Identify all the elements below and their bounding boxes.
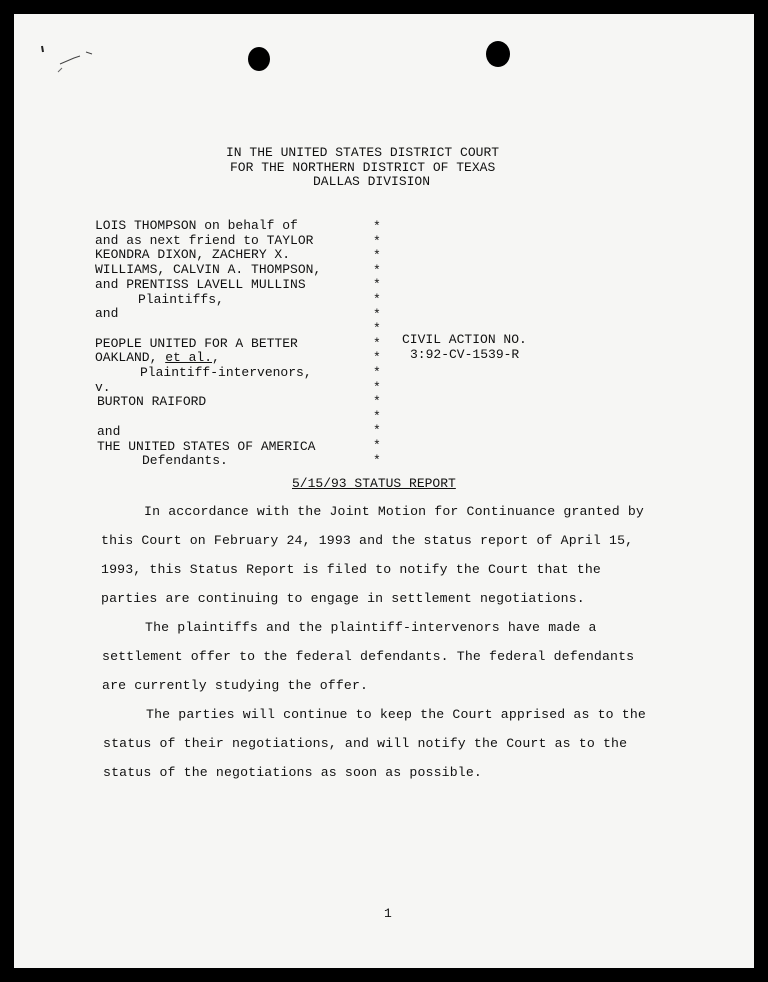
separator-star: * [373,233,381,249]
party-line-4: WILLIAMS, CALVIN A. THOMPSON, [95,262,322,278]
court-line-3: DALLAS DIVISION [313,174,431,189]
document-page [14,14,754,968]
report-title: 5/15/93 STATUS REPORT [292,476,456,491]
page-number: 1 [384,906,392,921]
party-line-3: KEONDRA DIXON, ZACHERY X. [95,247,291,263]
separator-star: * [373,437,381,453]
and-connector-2: and [97,423,121,439]
et-al: et al. [165,350,213,366]
separator-star: * [373,291,381,307]
paragraph-2-line-1: The plaintiffs and the plaintiff-intervenors have made a [145,620,597,635]
paragraph-3-line-3: status of the negotiations as soon as possible. [103,765,482,780]
defendants-label: Defendants. [142,453,228,469]
paragraph-2-line-3: are currently studying the offer. [102,678,369,693]
separator-star: * [373,335,381,351]
intervenor-line-2 [95,350,220,365]
defendant-line-2: THE UNITED STATES OF AMERICA [97,438,316,454]
intervenor-line-1: PEOPLE UNITED FOR A BETTER [95,335,298,351]
paragraph-1-line-2: this Court on February 24, 1993 and the status report of April 15, [101,533,634,548]
separator-star: * [373,423,381,439]
paragraph-1-line-4: parties are continuing to engage in settlement negotiations. [101,591,585,606]
punch-hole-right [486,41,510,67]
pen-mark-scribble [40,44,100,84]
versus: v. [95,379,111,395]
party-line-1: LOIS THOMPSON on behalf of [95,218,298,233]
party-line-2: and as next friend to TAYLOR [95,232,314,248]
separator-star: * [373,277,381,293]
separator-star: * [373,408,381,424]
civil-action [402,332,527,362]
separator-star: * [373,350,381,366]
caption-separator [373,220,381,468]
separator-star: * [373,306,381,322]
separator-star: * [373,379,381,395]
separator-star: * [373,219,381,234]
plaintiffs-label: Plaintiffs, [138,291,224,307]
and-connector-1: and [95,306,119,322]
separator-star: * [373,248,381,264]
court-line-2: FOR THE NORTHERN DISTRICT OF TEXAS [230,159,496,175]
defendant-line-1: BURTON RAIFORD [97,394,207,410]
punch-hole-left [248,47,270,71]
paragraph-2-line-2: settlement offer to the federal defendants. The federal defendants [102,649,635,664]
separator-star: * [373,364,381,380]
civil-action-number: 3:92-CV-1539-R [410,347,520,362]
civil-action-label: CIVIL ACTION NO. [402,332,527,347]
separator-star: * [373,262,381,278]
separator-star: * [373,452,381,468]
paragraph-1-line-3: 1993, this Status Report is filed to notify the Court that the [101,562,601,577]
intervenor-name: OAKLAND, [95,350,166,366]
intervenors-label: Plaintiff-intervenors, [140,365,312,380]
separator-star: * [373,394,381,410]
court-line-1: IN THE UNITED STATES DISTRICT COURT [226,145,500,160]
paragraph-3-line-2: status of their negotiations, and will notify the Court as to the [103,736,628,751]
paragraph-1-line-1: In accordance with the Joint Motion for Continuance granted by [144,504,644,519]
party-line-5: and PRENTISS LAVELL MULLINS [95,276,306,292]
paragraph-3-line-1: The parties will continue to keep the Court apprised as to the [146,707,646,722]
separator-star: * [373,321,381,337]
comma: , [212,350,220,366]
